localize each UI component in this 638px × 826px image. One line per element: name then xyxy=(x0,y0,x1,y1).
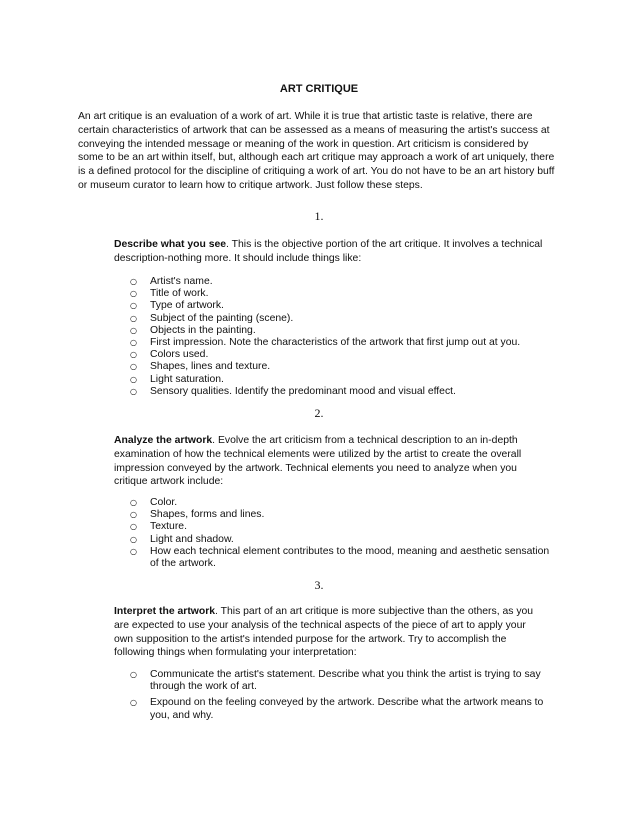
list-item: ○ Title of work. xyxy=(130,288,209,300)
hollow-circle-bullet-icon: ○ xyxy=(130,350,137,360)
section-heading: Analyze the artwork xyxy=(114,435,213,446)
hollow-circle-bullet-icon: ○ xyxy=(130,534,137,544)
list-item: ○ Shapes, lines and texture. xyxy=(130,361,271,373)
hollow-circle-bullet-icon: ○ xyxy=(130,522,137,532)
intro-paragraph: An art critique is an evaluation of a work of art. While it is true that artistic taste is relative, there are certain characteristics of artwork that can be assessed as a means of measuring the artist's success at conveying the intended message or meaning of the work in question. Art criticism is considered by some to be an art within itself, but, although each art critique may approach a work of art uniquely, there is a defined protocol for the discipline of critiquing a work of art. You do not have to be an art history buff or museum curator to learn how to critique artwork. Just follow these steps. xyxy=(78,111,555,191)
hollow-circle-bullet-icon: ○ xyxy=(130,546,137,556)
hollow-circle-bullet-icon: ○ xyxy=(130,313,137,323)
list-item: ○ Texture. xyxy=(130,521,187,533)
hollow-circle-bullet-icon: ○ xyxy=(130,289,137,299)
section-heading: Interpret the artwork xyxy=(114,606,216,617)
section-body: . This part of an art critique is more subjective than the others, as you are expected to use your analysis of the technical aspects of the piece of art to apply your own supposition to the artist's intended purpose for the artwork. Try to accomplish the following things when formulating your interpretation: xyxy=(114,606,534,659)
list-item: ○ How each technical element contributes to the mood, meaning and aesthetic sensation of the artwork. xyxy=(130,545,550,570)
section-bullet-list xyxy=(130,276,560,398)
section-body: . Evolve the art criticism from a technical description to an in-depth examination of how the technical elements were utilized by the artist to create the overall impression conveyed by the artwork. Technical elements you need to analyze when you critique artwork include: xyxy=(114,435,522,488)
list-item: ○ Light and shadow. xyxy=(130,533,234,545)
list-item: ○ First impression. Note the characteristics of the artwork that first jump out at you. xyxy=(130,337,521,349)
section-bullet-list xyxy=(130,669,560,722)
list-item: ○ Type of artwork. xyxy=(130,300,224,312)
list-item: ○ Light saturation. xyxy=(130,373,224,385)
hollow-circle-bullet-icon: ○ xyxy=(130,698,137,708)
list-item: ○ Artist's name. xyxy=(130,276,213,287)
hollow-circle-bullet-icon: ○ xyxy=(130,386,137,396)
hollow-circle-bullet-icon: ○ xyxy=(130,277,137,286)
list-item: ○ Subject of the painting (scene). xyxy=(130,312,294,324)
list-item: ○ Colors used. xyxy=(130,349,209,361)
list-item: ○ Shapes, forms and lines. xyxy=(130,509,265,521)
list-item: ○ Sensory qualities. Identify the predominant mood and visual effect. xyxy=(130,385,456,397)
hollow-circle-bullet-icon: ○ xyxy=(130,670,137,679)
hollow-circle-bullet-icon: ○ xyxy=(130,301,137,311)
section-description xyxy=(114,238,546,266)
document-title: ART CRITIQUE xyxy=(279,83,359,95)
section-number: 1. xyxy=(314,209,324,223)
section-bullet-list xyxy=(130,497,560,570)
section-number: 2. xyxy=(314,406,324,420)
hollow-circle-bullet-icon: ○ xyxy=(130,498,137,507)
section-heading: Describe what you see xyxy=(114,239,227,250)
list-item: ○ Expound on the feeling conveyed by the artwork. Describe what the artwork means to you, and why. xyxy=(130,697,544,721)
hollow-circle-bullet-icon: ○ xyxy=(130,338,137,348)
hollow-circle-bullet-icon: ○ xyxy=(130,325,137,335)
list-item: ○ Color. xyxy=(130,497,178,508)
section-body: . This is the objective portion of the art critique. It involves a technical description-nothing more. It should include things like: xyxy=(114,239,543,264)
list-item: ○ Communicate the artist's statement. Describe what you think the artist is trying to say through the work of art. xyxy=(130,669,541,693)
hollow-circle-bullet-icon: ○ xyxy=(130,510,137,520)
list-item: ○ Objects in the painting. xyxy=(130,324,256,336)
hollow-circle-bullet-icon: ○ xyxy=(130,374,137,384)
section-description xyxy=(114,605,546,660)
section-number: 3. xyxy=(314,578,324,592)
hollow-circle-bullet-icon: ○ xyxy=(130,362,137,372)
section-description xyxy=(114,434,546,489)
